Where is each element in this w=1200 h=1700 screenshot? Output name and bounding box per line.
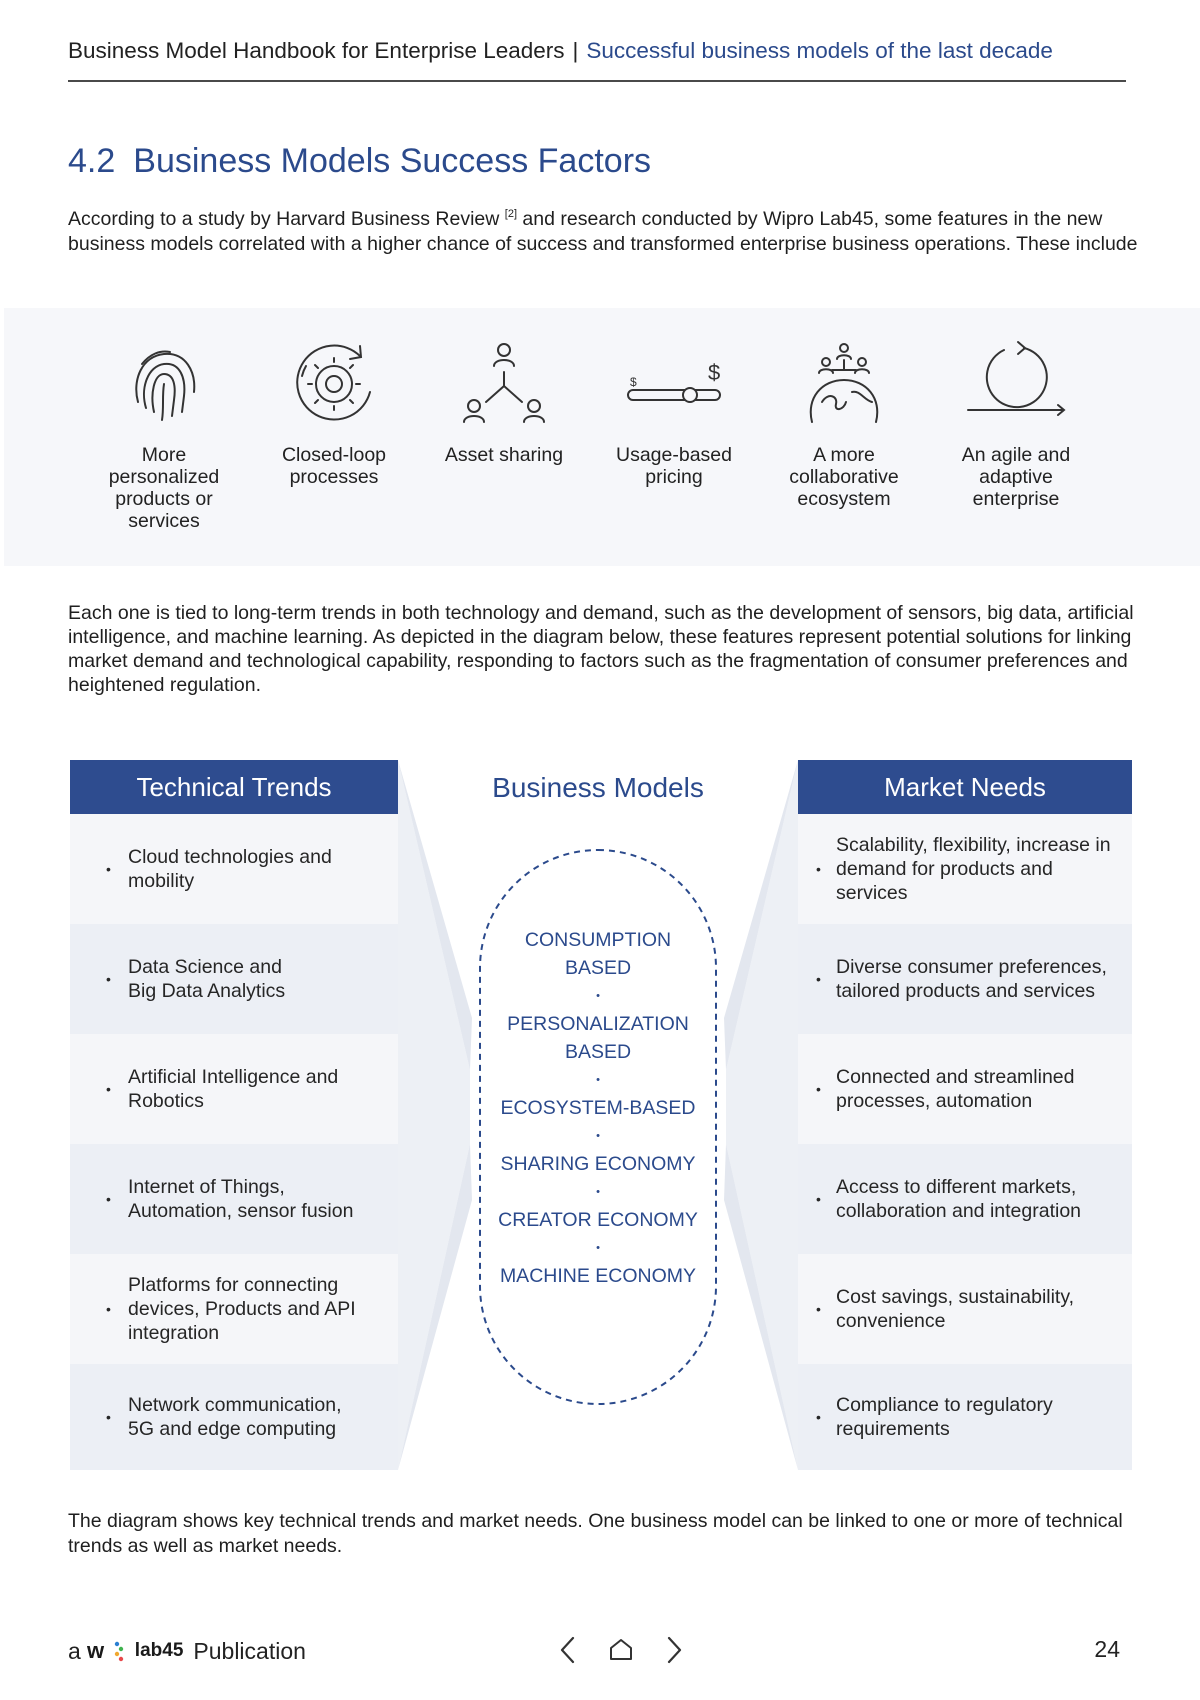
- section-heading: Business Models Success Factors: [133, 142, 652, 180]
- home-button[interactable]: [601, 1630, 641, 1670]
- handbook-title: Business Model Handbook for Enterprise Leaders: [68, 38, 565, 63]
- tech-trend-row: [70, 1144, 398, 1254]
- market-need-text: Access to different markets, collaboration and integration: [836, 1176, 1082, 1222]
- feature-closed-loop: [254, 340, 414, 488]
- bullet: •: [106, 1301, 111, 1317]
- publication-label: Publication: [193, 1637, 306, 1664]
- bullet: •: [816, 861, 821, 877]
- running-header: [68, 38, 1126, 82]
- bullet: •: [106, 1191, 111, 1207]
- brand-name: lab45: [134, 1640, 184, 1661]
- loop-arrow-icon: [964, 340, 1068, 426]
- tech-trend-row: [70, 1254, 398, 1364]
- feature-label: Asset sharing: [444, 444, 564, 466]
- intro-text: According to a study by Harvard Business Review: [68, 208, 505, 230]
- business-models-title: Business Models: [492, 772, 704, 803]
- market-need-row: [798, 1254, 1132, 1364]
- business-model-item: MACHINE ECONOMY: [499, 1265, 697, 1287]
- tech-trend-text: Artificial Intelligence and Robotics: [128, 1066, 339, 1112]
- publisher-brand[interactable]: [68, 1636, 306, 1666]
- market-need-text: Cost savings, sustainability, convenience: [836, 1286, 1075, 1332]
- intro-text-continued: and research conducted by Wipro Lab45, some features in the new business models correlated with a higher chance of success and transformed enterprise business operations. These include: [68, 208, 1138, 255]
- business-model-item: PERSONALIZATION BASED: [507, 1013, 689, 1063]
- business-model-item: CREATOR ECONOMY: [498, 1209, 698, 1231]
- market-need-row: [798, 1144, 1132, 1254]
- feature-label: Usage-based pricing: [616, 444, 732, 488]
- bullet: •: [816, 1301, 821, 1317]
- tech-trend-text: Platforms for connecting devices, Products and API integration: [128, 1274, 356, 1344]
- bullet: •: [106, 1409, 111, 1425]
- pricing-slider-icon: [622, 340, 726, 426]
- tech-trend-text: Cloud technologies and mobility: [128, 846, 332, 892]
- feature-label: An agile and adaptive enterprise: [961, 444, 1071, 510]
- market-need-row: [798, 1034, 1132, 1144]
- features-band: [4, 308, 1200, 566]
- feature-agile: [936, 340, 1096, 510]
- tech-trend-row: [70, 1034, 398, 1144]
- people-network-icon: [452, 340, 556, 426]
- market-need-row: [798, 814, 1132, 924]
- left-funnel: [398, 760, 470, 1470]
- fingerprint-icon: [112, 340, 216, 426]
- brand-prefix: a: [68, 1637, 81, 1664]
- separator-dot: •: [596, 1130, 600, 1142]
- business-models-diagram: [70, 760, 1132, 1470]
- home-icon: [607, 1636, 635, 1664]
- separator-dot: •: [596, 1242, 600, 1254]
- tech-trend-row: [70, 924, 398, 1034]
- tech-trend-row: [70, 1364, 398, 1470]
- chevron-right-icon: [664, 1635, 684, 1665]
- closing-paragraph: The diagram shows key technical trends and market needs. One business model can be linked to one or more of technical trends as well as market needs.: [68, 1510, 1123, 1557]
- gear-loop-icon: [282, 340, 386, 426]
- feature-label: A more collaborative ecosystem: [789, 444, 899, 510]
- header-separator: |: [572, 38, 579, 63]
- feature-usage-pricing: [594, 340, 754, 488]
- feature-ecosystem: [764, 340, 924, 510]
- svg-text:w: w: [86, 1638, 104, 1663]
- technical-trends-header: Technical Trends: [70, 760, 398, 814]
- page-number: 24: [1094, 1636, 1120, 1662]
- citation-ref[interactable]: [2]: [504, 208, 518, 220]
- bullet: •: [106, 1081, 111, 1097]
- next-page-button[interactable]: [654, 1630, 694, 1670]
- feature-label: More personalized products or services: [108, 444, 220, 532]
- chapter-subtitle: Successful business models of the last decade: [586, 38, 1053, 63]
- feature-label: Closed-loop processes: [281, 444, 387, 488]
- globe-people-icon: [792, 340, 896, 426]
- tech-trend-text: Internet of Things, Automation, sensor fusion: [128, 1176, 354, 1222]
- feature-asset-sharing: [424, 340, 584, 466]
- market-need-row: [798, 924, 1132, 1034]
- bullet: •: [816, 971, 821, 987]
- business-model-item: ECOSYSTEM-BASED: [500, 1097, 696, 1119]
- market-need-text: Scalability, flexibility, increase in demand for products and services: [836, 834, 1111, 904]
- bullet: •: [816, 1191, 821, 1207]
- business-model-item: CONSUMPTION BASED: [524, 929, 672, 979]
- market-need-row: [798, 1364, 1132, 1470]
- bullet: •: [816, 1081, 821, 1097]
- svg-text:$: $: [708, 360, 721, 385]
- section-number: 4.2: [68, 142, 116, 180]
- tech-trend-text: Network communication, 5G and edge computing: [128, 1394, 342, 1440]
- separator-dot: •: [596, 990, 600, 1002]
- chevron-left-icon: [558, 1635, 578, 1665]
- wipro-logo-icon: [87, 1636, 133, 1666]
- feature-personalized: [84, 340, 244, 532]
- svg-text:$: $: [630, 375, 637, 389]
- market-need-text: Compliance to regulatory requirements: [836, 1394, 1053, 1440]
- tech-trend-text: Data Science and Big Data Analytics: [128, 956, 286, 1002]
- right-funnel: [726, 760, 798, 1470]
- intro-paragraph: [68, 202, 1138, 256]
- market-needs-header: Market Needs: [798, 760, 1132, 814]
- bullet: •: [106, 971, 111, 987]
- market-need-text: Diverse consumer preferences, tailored products and services: [836, 956, 1107, 1002]
- section-title: [68, 142, 651, 181]
- business-model-item: SHARING ECONOMY: [500, 1153, 696, 1175]
- tech-trend-row: [70, 814, 398, 924]
- bullet: •: [816, 1409, 821, 1425]
- separator-dot: •: [596, 1074, 600, 1086]
- body-paragraph: Each one is tied to long-term trends in both technology and demand, such as the development of sensors, big data, artificial intelligence, and machine learning. As depicted in the diagram below, these features represent potential solutions for linking market demand and technological capability, responding to factors such as the fragmentation of consumer preferences and heightened regulation.: [68, 602, 1134, 696]
- previous-page-button[interactable]: [548, 1630, 588, 1670]
- bullet: •: [106, 861, 111, 877]
- market-need-text: Connected and streamlined processes, automation: [836, 1066, 1075, 1112]
- separator-dot: •: [596, 1186, 600, 1198]
- business-models-list: [480, 926, 716, 1290]
